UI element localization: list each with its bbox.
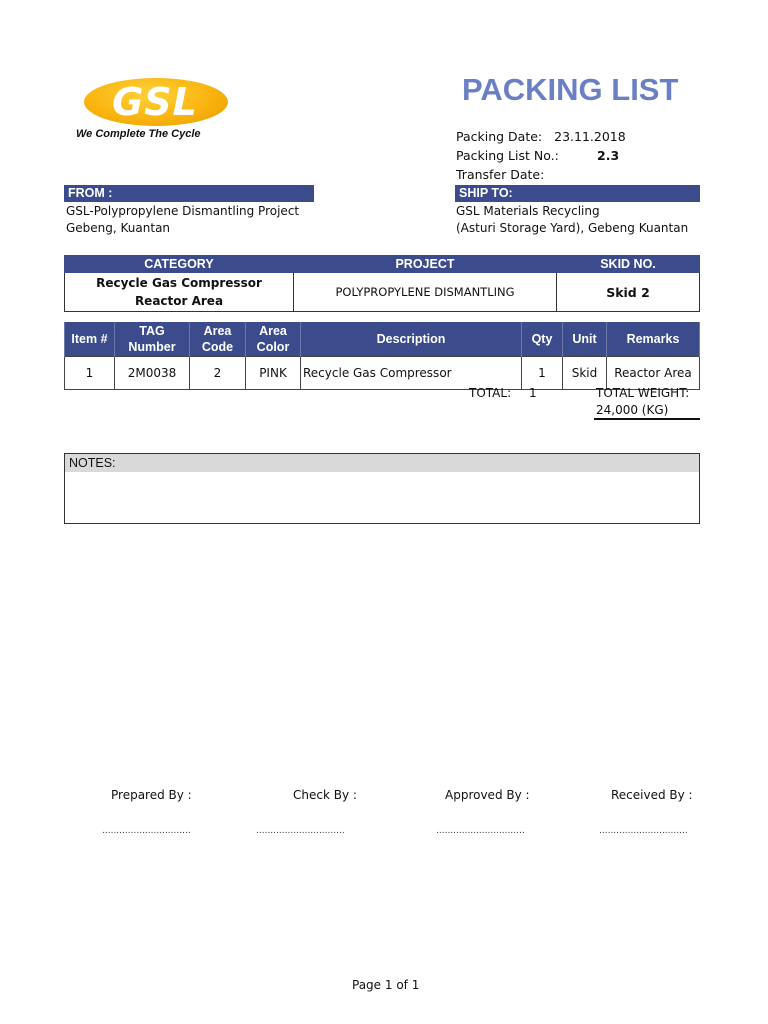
from-address-line1: GSL-Polypropylene Dismantling Project	[66, 204, 300, 218]
item-header: Item #	[65, 322, 115, 357]
ship-to-address-line2: (Asturi Storage Yard), Gebeng Kuantan	[456, 221, 689, 235]
received-by-label: Received By :	[611, 788, 693, 802]
total-weight-label: TOTAL WEIGHT:	[596, 386, 690, 400]
document-title: PACKING LIST	[462, 72, 679, 107]
area-color-cell: PINK	[246, 357, 301, 390]
total-label: TOTAL:	[469, 386, 512, 400]
tag-number-header: TAG Number	[115, 322, 190, 357]
prepared-by-label: Prepared By :	[111, 788, 192, 802]
skid-no-value: Skid 2	[557, 273, 700, 312]
area-code-cell: 2	[190, 357, 246, 390]
area-color-header: Area Color	[246, 322, 301, 357]
item-cell: 1	[65, 357, 115, 390]
description-cell: Recycle Gas Compressor	[301, 357, 522, 390]
items-table	[64, 322, 700, 390]
category-table	[64, 255, 700, 312]
ship-to-header: SHIP TO:	[455, 185, 700, 202]
skid-no-header: SKID NO.	[557, 256, 700, 273]
category-value: Recycle Gas Compressor Reactor Area	[65, 273, 294, 312]
packing-date-label: Packing Date:	[456, 129, 543, 144]
total-weight-underline	[594, 418, 700, 420]
check-by-signature-line: ...............................	[256, 826, 345, 836]
packing-date-row	[456, 129, 626, 144]
approved-by-label: Approved By :	[445, 788, 530, 802]
remarks-cell: Reactor Area	[607, 357, 700, 390]
from-header: FROM :	[64, 185, 314, 202]
table-row	[65, 357, 700, 390]
transfer-date-label: Transfer Date:	[456, 167, 545, 182]
unit-cell: Skid	[563, 357, 607, 390]
logo-tagline: We Complete The Cycle	[76, 128, 201, 140]
approved-by-signature-line: ...............................	[436, 826, 525, 836]
unit-header: Unit	[563, 322, 607, 357]
project-header: PROJECT	[294, 256, 557, 273]
packing-date-value: 23.11.2018	[554, 129, 626, 144]
tag-number-cell: 2M0038	[115, 357, 190, 390]
packing-list-no-label: Packing List No.:	[456, 148, 559, 163]
check-by-label: Check By :	[293, 788, 357, 802]
from-address-line2: Gebeng, Kuantan	[66, 221, 171, 235]
ship-to-address-line1: GSL Materials Recycling	[456, 204, 600, 218]
qty-header: Qty	[522, 322, 563, 357]
total-weight-value: 24,000 (KG)	[596, 403, 669, 417]
logo-text: GSL	[112, 80, 198, 124]
prepared-by-signature-line: ...............................	[102, 826, 191, 836]
area-code-header: Area Code	[190, 322, 246, 357]
notes-box	[64, 453, 700, 524]
remarks-header: Remarks	[607, 322, 700, 357]
qty-cell: 1	[522, 357, 563, 390]
packing-list-no-row	[456, 148, 559, 163]
description-header: Description	[301, 322, 522, 357]
notes-label: NOTES:	[65, 454, 699, 472]
total-qty: 1	[529, 386, 537, 400]
received-by-signature-line: ...............................	[599, 826, 688, 836]
project-value: POLYPROPYLENE DISMANTLING	[294, 273, 557, 312]
packing-list-no-value: 2.3	[597, 148, 620, 163]
page-number: Page 1 of 1	[352, 978, 420, 992]
category-header: CATEGORY	[65, 256, 294, 273]
